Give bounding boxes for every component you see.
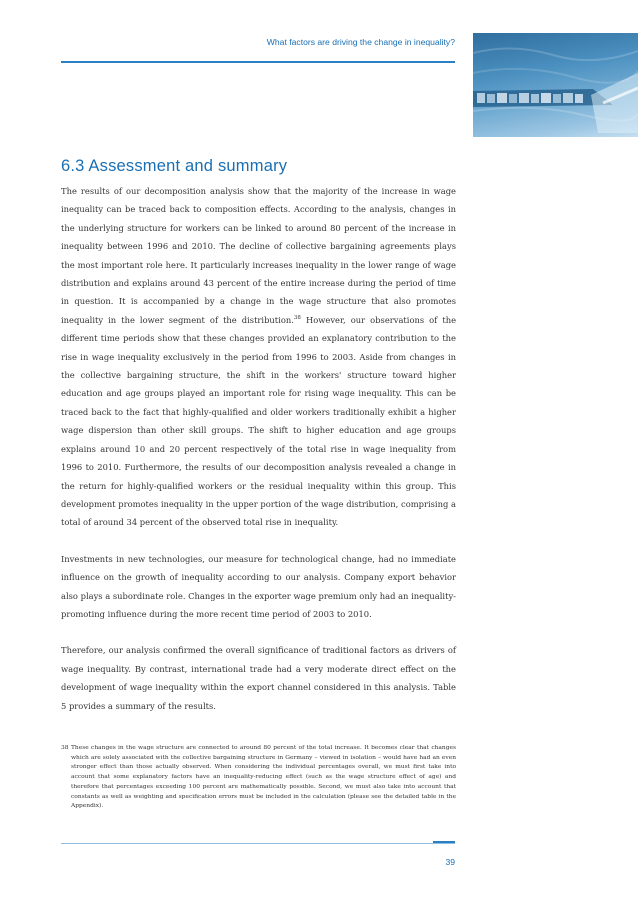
footnote-text: These changes in the wage structure are connected to around 80 percent of the total increase. It becomes clear that changes which are solely associated with the collective bargaining structure in Germany – viewed in isolation – would have had an even stronger effect than those actually observed. When considering the individual percentages overall, we must first take into account that some explanatory factors have an inequality-reducing effect (such as the wage structure effect of age) and therefore that percentages exceeding 100 percent are mathematically possible. Second, we must also take into account that constants as well as weighting and specification errors must be included in the calculation (please see the detailed table in the Appendix). <box>71 745 456 810</box>
paragraph-3: Therefore, our analysis confirmed the overall significance of traditional factors as drivers of wage inequality. By contrast, international trade had a very moderate direct effect on the development of wage inequality within the export channel considered in this analysis. Table 5 provides a summary of the results. <box>61 645 456 711</box>
header-rule <box>61 61 455 63</box>
paragraph-1-part-2: However, our observations of the different time periods show that these changes provided an explanatory contribution to the rise in wage inequality exclusively in the period from 1996 to 2003. Aside from changes in the collective bargaining structure, the shift in the workers' structure toward higher education and age groups played an important role for rising wage inequality. This can be traced back to the fact that highly-qualified and older workers traditionally exhibit a higher wage dispersion than other skill groups. The shift to higher education and age groups explains around 10 and 20 percent respectively of the total rise in wage inequality from 1996 to 2010. Furthermore, the results of our decomposition analysis revealed a change in the return for highly-qualified workers or the residual inequality within this group. This development promotes inequality in the upper portion of the wage distribution, comprising a total of around 34 percent of the observed total rise in inequality. <box>61 314 457 528</box>
footnote-number: 38 <box>61 745 69 751</box>
footnote <box>61 744 456 812</box>
header-photo <box>473 33 638 137</box>
running-head: What factors are driving the change in inequality? <box>266 37 455 47</box>
footer-rule <box>61 843 455 844</box>
paragraph-1 <box>61 182 456 532</box>
footnote-reference[interactable]: 38 <box>293 314 301 321</box>
harbor-photo-graphic <box>473 33 638 137</box>
body-text <box>61 182 456 733</box>
page-number: 39 <box>445 857 455 867</box>
section-title: 6.3 Assessment and summary <box>61 157 288 175</box>
paragraph-1-part-1: The results of our decomposition analysis show that the majority of the increase in wage inequality can be traced back to composition effects. According to the analysis, changes in the underlying structure for workers can be linked to around 80 percent of the increase in inequality between 1996 and 2010. The decline of collective bargaining agreements plays the most important role here. It particularly increases inequality in the lower range of wage distribution and explains around 43 percent of the entire increase during the period of time in question. It is accompanied by a change in the wage structure that also promotes inequality in the lower segment of the distribution. <box>61 186 456 325</box>
paragraph-2: Investments in new technologies, our measure for technological change, had no immediate influence on the growth of inequality according to our analysis. Company export behavior also plays a subordinate role. Changes in the exporter wage premium only had an inequality-promoting influence during the more recent time period of 2003 to 2010. <box>61 553 456 619</box>
